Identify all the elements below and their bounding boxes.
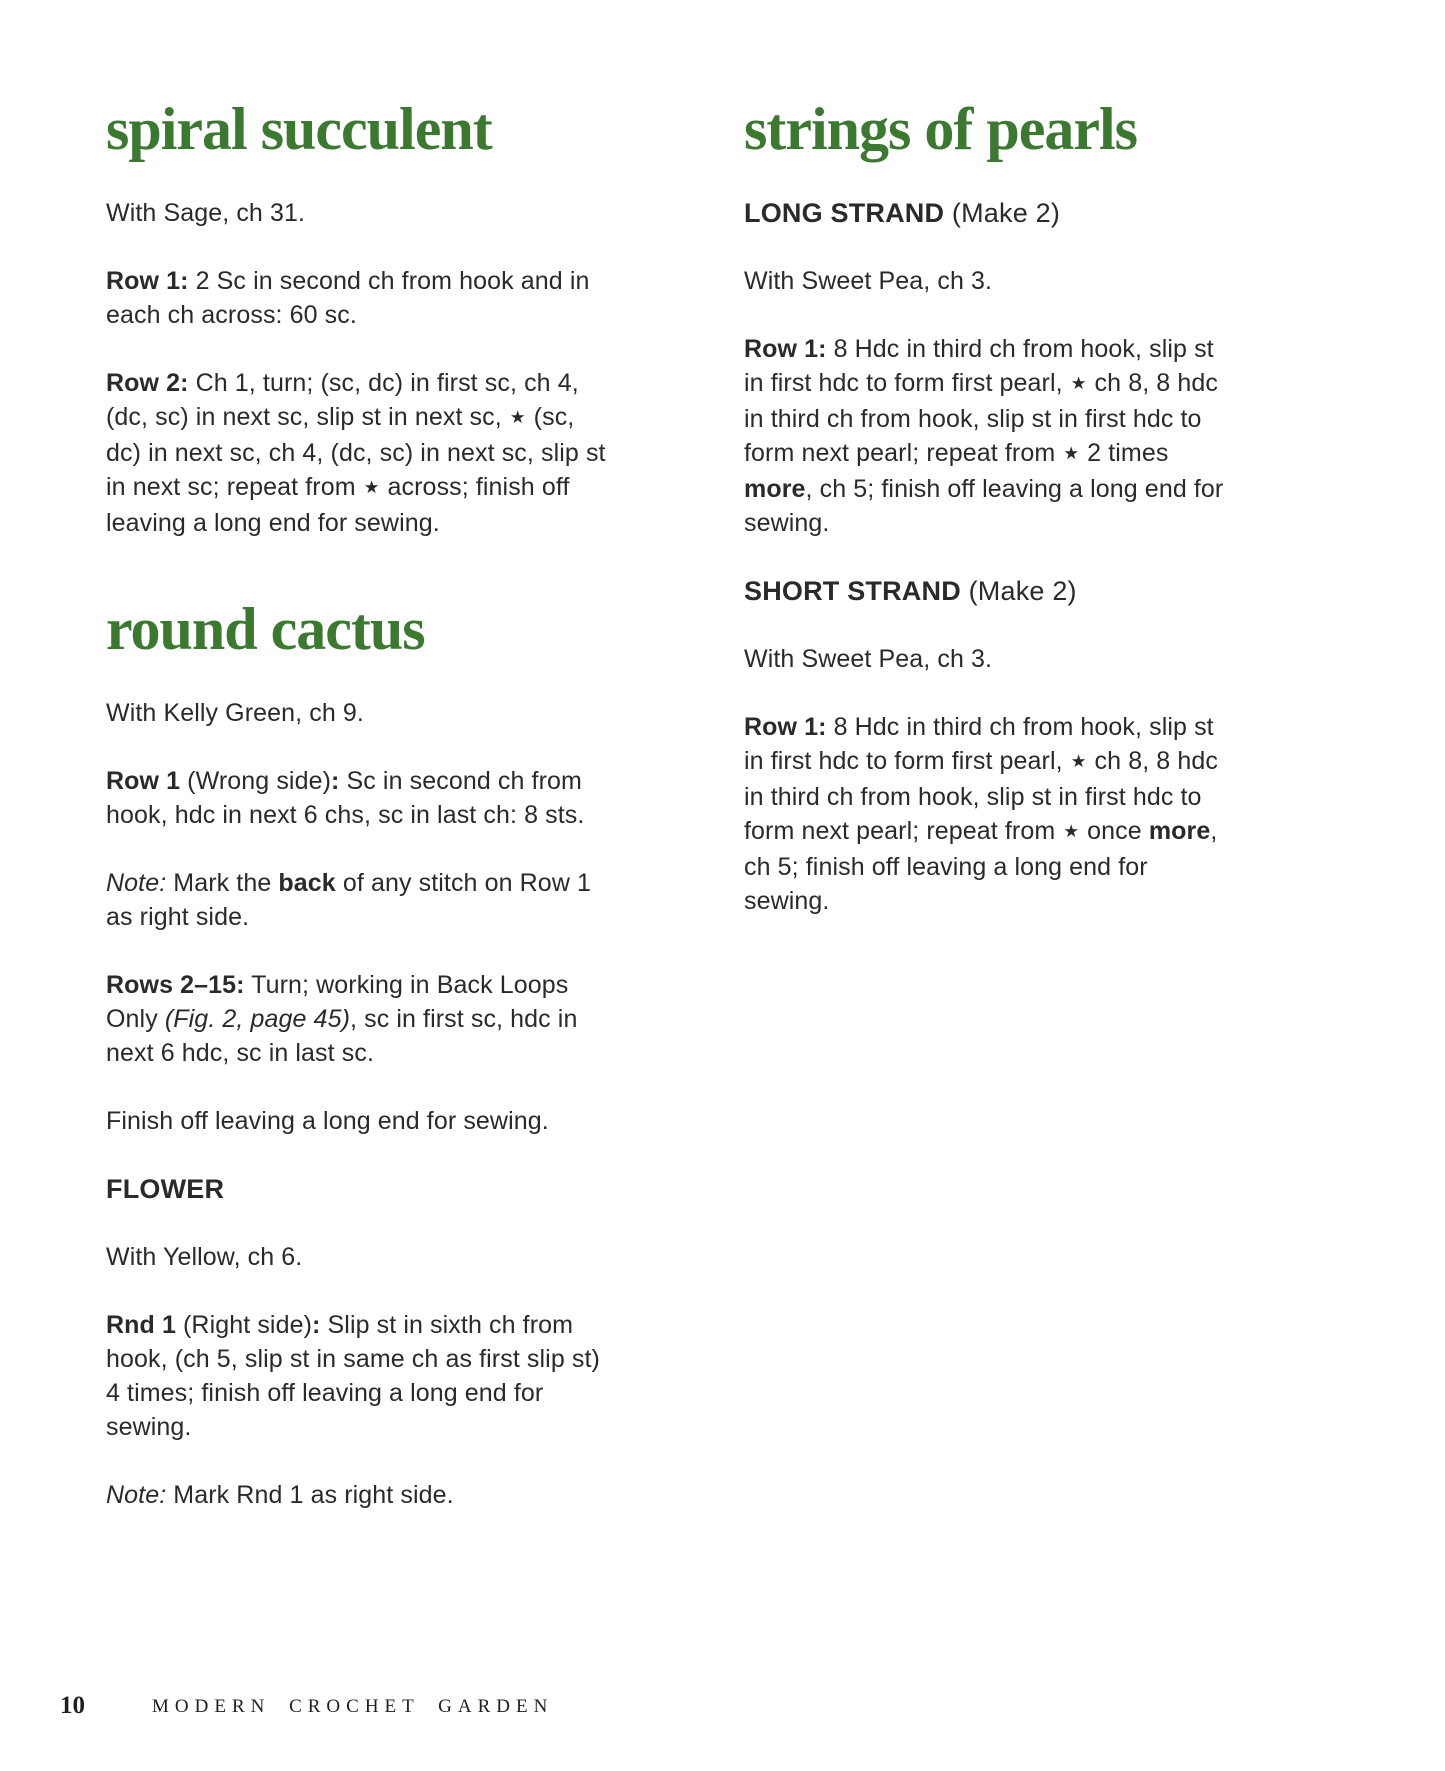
text-segment: With Yellow, ch 6.: [106, 1243, 303, 1271]
text-segment: :: [331, 767, 340, 795]
text-segment: (Wrong side): [180, 767, 332, 795]
text-segment: (Fig. 2, page 45): [164, 1005, 350, 1033]
section-title: spiral succulent: [106, 96, 492, 162]
text-segment: With Sweet Pea, ch 3.: [744, 645, 993, 673]
text-segment: more: [1148, 817, 1211, 845]
text-segment: Rnd 1: [106, 1311, 176, 1339]
text-segment: Sc in second ch from hook, hdc in next 6 chs, sc in last ch: 8 sts.: [106, 767, 585, 829]
star-symbol: ★: [1063, 443, 1080, 463]
text-segment: Rows 2–15:: [106, 971, 245, 999]
text-segment: , sc in first sc, hdc in next 6 hdc, sc in last sc.: [106, 1005, 578, 1067]
text-segment: (Make 2): [944, 198, 1061, 228]
left-column: [106, 96, 614, 1512]
text-segment: Row 1:: [744, 335, 827, 363]
page-footer: [0, 1690, 1445, 1730]
section-title: strings of pearls: [744, 96, 1137, 162]
paragraph: [744, 710, 1226, 918]
text-segment: With Sweet Pea, ch 3.: [744, 267, 993, 295]
text-segment: With Kelly Green, ch 9.: [106, 699, 364, 727]
star-symbol: ★: [1070, 751, 1087, 771]
paragraph: [106, 696, 614, 730]
text-segment: Mark Rnd 1 as right side.: [166, 1481, 454, 1509]
text-segment: 8 Hdc in third ch from hook, slip st in first hdc to form first pearl,: [744, 713, 1214, 775]
text-segment: Row 1: [106, 767, 181, 795]
text-segment: 2 times: [1080, 439, 1169, 467]
text-segment: Note:: [106, 869, 167, 897]
text-segment: (Right side): [175, 1311, 313, 1339]
text-segment: of any stitch on Row 1 as right side.: [106, 869, 592, 931]
text-segment: (Make 2): [960, 576, 1077, 606]
text-segment: 2 Sc in second ch from hook and in each ch across: 60 sc.: [106, 267, 590, 329]
text-segment: once: [1080, 817, 1149, 845]
section-title: round cactus: [106, 596, 425, 662]
star-symbol: ★: [1063, 821, 1080, 841]
text-segment: (sc, dc) in next sc, ch 4, (dc, sc) in next sc, slip st in next sc; repeat from: [106, 403, 606, 501]
star-symbol: ★: [363, 477, 380, 497]
book-title: MODERN CROCHET GARDEN: [152, 1696, 554, 1717]
paragraph: [744, 332, 1226, 540]
paragraph: [744, 642, 1226, 676]
text-segment: Row 2:: [106, 369, 189, 397]
text-segment: SHORT STRAND: [744, 576, 961, 606]
sub-heading: [744, 196, 1226, 230]
text-segment: With Sage, ch 31.: [106, 199, 306, 227]
paragraph: [106, 1240, 614, 1274]
text-segment: Row 1:: [106, 267, 189, 295]
sub-heading: [744, 574, 1226, 608]
text-segment: Note:: [106, 1481, 167, 1509]
page-number: 10: [60, 1692, 85, 1719]
text-segment: Turn; working in Back Loops Only: [106, 971, 569, 1033]
text-segment: across; finish off leaving a long end for sewing.: [106, 473, 570, 537]
text-segment: , ch 5; finish off leaving a long end for sewing.: [744, 817, 1218, 915]
text-segment: more: [744, 475, 806, 503]
text-segment: ch 8, 8 hdc in third ch from hook, slip st in first hdc to form next pearl; repeat from: [744, 747, 1218, 845]
paragraph: [106, 1478, 614, 1512]
sub-heading: [106, 1172, 614, 1206]
paragraph: [106, 866, 614, 934]
right-column: [744, 96, 1226, 918]
star-symbol: ★: [1070, 373, 1087, 393]
text-segment: :: [312, 1311, 321, 1339]
star-symbol: ★: [509, 407, 526, 427]
paragraph: [106, 366, 614, 540]
paragraph: [744, 264, 1226, 298]
paragraph: [106, 764, 614, 832]
paragraph: [106, 968, 614, 1070]
paragraph: [106, 196, 614, 230]
text-segment: FLOWER: [106, 1174, 225, 1204]
text-segment: 8 Hdc in third ch from hook, slip st in first hdc to form first pearl,: [744, 335, 1214, 397]
text-segment: Mark the: [166, 869, 279, 897]
text-segment: Slip st in sixth ch from hook, (ch 5, slip st in same ch as first slip st) 4 times; finish off leaving a long end for sewing.: [106, 1311, 600, 1441]
paragraph: [106, 1308, 614, 1444]
text-segment: , ch 5; finish off leaving a long end for sewing.: [744, 475, 1224, 537]
text-segment: back: [278, 869, 336, 897]
text-segment: Row 1:: [744, 713, 827, 741]
paragraph: [106, 264, 614, 332]
text-segment: Ch 1, turn; (sc, dc) in first sc, ch 4, (dc, sc) in next sc, slip st in next sc,: [106, 369, 579, 431]
text-segment: Finish off leaving a long end for sewing.: [106, 1107, 549, 1135]
paragraph: [106, 1104, 614, 1138]
text-segment: ch 8, 8 hdc in third ch from hook, slip st in first hdc to form next pearl; repeat from: [744, 369, 1218, 467]
text-segment: LONG STRAND: [744, 198, 945, 228]
